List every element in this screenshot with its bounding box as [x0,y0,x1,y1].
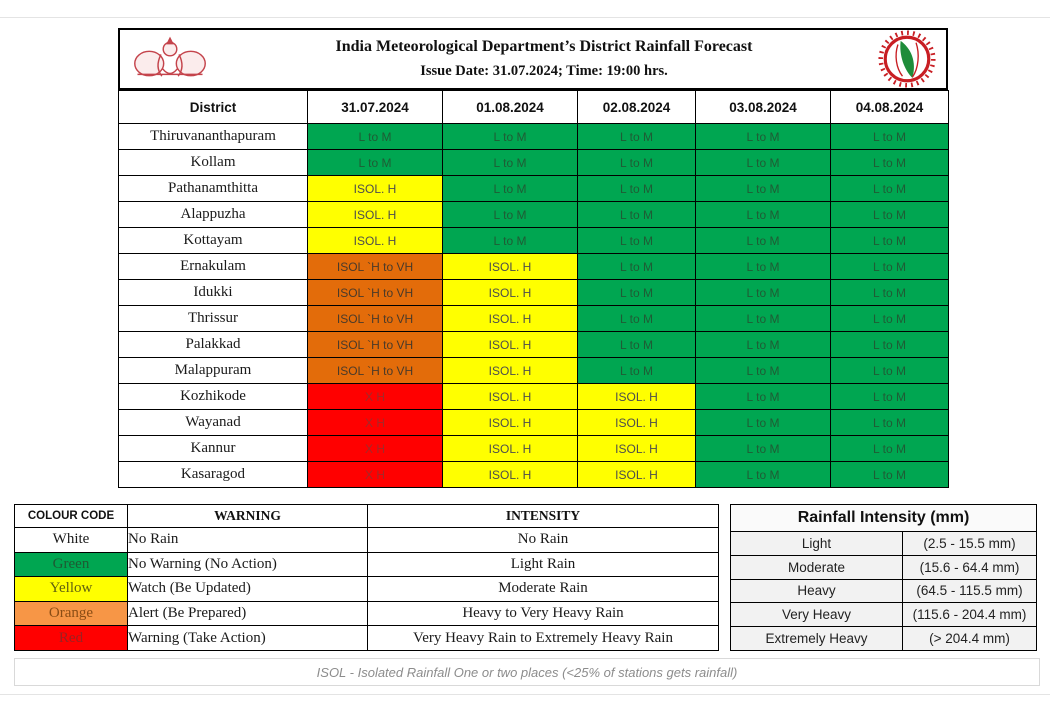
forecast-cell-yellow: ISOL. H [443,410,578,436]
district-name: Pathanamthitta [119,176,308,202]
intensity-row [731,555,1037,579]
intensity-label-cell: Heavy [731,579,903,603]
forecast-cell-green: L to M [831,280,949,306]
intensity-row [731,627,1037,651]
forecast-cell-green: L to M [696,280,831,306]
colour-swatch-cell: Green [15,552,128,577]
forecast-cell-green: L to M [308,150,443,176]
forecast-cell-green: L to M [696,462,831,488]
forecast-cell-red: X H [308,384,443,410]
forecast-cell-yellow: ISOL. H [578,410,696,436]
forecast-cell-green: L to M [831,306,949,332]
forecast-cell-green: L to M [578,202,696,228]
intensity-range-cell: (15.6 - 64.4 mm) [903,555,1037,579]
warning-cell: No Rain [128,528,368,553]
intensity-cell: No Rain [368,528,719,553]
forecast-cell-yellow: ISOL. H [578,436,696,462]
forecast-cell-yellow: ISOL. H [443,254,578,280]
forecast-cell-green: L to M [696,410,831,436]
legend-header-row [15,505,719,528]
forecast-cell-green: L to M [696,176,831,202]
forecast-cell-yellow: ISOL. H [578,384,696,410]
legend-row [15,577,719,602]
intensity-range-cell: (64.5 - 115.5 mm) [903,579,1037,603]
date-column-header: 03.08.2024 [696,91,831,124]
date-column-header: 31.07.2024 [308,91,443,124]
intensity-cell: Heavy to Very Heavy Rain [368,601,719,626]
forecast-cell-green: L to M [831,228,949,254]
forecast-cell-green: L to M [831,150,949,176]
intensity-table-body [731,532,1037,651]
forecast-cell-green: L to M [696,254,831,280]
forecast-row [119,384,949,410]
district-name: Alappuzha [119,202,308,228]
forecast-cell-green: L to M [831,462,949,488]
forecast-cell-green: L to M [578,280,696,306]
footer-note-box [14,658,1040,686]
forecast-cell-yellow: ISOL. H [308,228,443,254]
forecast-table-body [119,124,949,488]
forecast-row [119,254,949,280]
district-name: Kozhikode [119,384,308,410]
district-name: Idukki [119,280,308,306]
rainfall-intensity-title: Rainfall Intensity (mm) [731,505,1037,532]
forecast-cell-red: X H [308,410,443,436]
forecast-cell-red: X H [308,436,443,462]
warning-cell: No Warning (No Action) [128,552,368,577]
forecast-cell-green: L to M [696,332,831,358]
date-column-header: 02.08.2024 [578,91,696,124]
warning-cell: Alert (Be Prepared) [128,601,368,626]
district-name: Malappuram [119,358,308,384]
forecast-cell-green: L to M [578,332,696,358]
forecast-row [119,358,949,384]
kerala-state-emblem-icon [120,31,220,87]
colour-swatch-cell: White [15,528,128,553]
colour-code-legend-table [14,504,719,651]
forecast-row [119,124,949,150]
background-gridline [0,17,1050,18]
forecast-cell-green: L to M [831,384,949,410]
district-name: Kasaragod [119,462,308,488]
forecast-row [119,150,949,176]
intensity-label-cell: Light [731,532,903,556]
colour-code-header: COLOUR CODE [15,505,128,528]
intensity-cell: Moderate Rain [368,577,719,602]
forecast-cell-green: L to M [831,124,949,150]
legend-row [15,552,719,577]
forecast-cell-green: L to M [831,410,949,436]
intensity-label-cell: Extremely Heavy [731,627,903,651]
forecast-cell-green: L to M [443,150,578,176]
forecast-cell-green: L to M [443,228,578,254]
warning-cell: Warning (Take Action) [128,626,368,651]
forecast-table [118,90,949,488]
forecast-row [119,462,949,488]
district-name: Kollam [119,150,308,176]
forecast-cell-orange: ISOL `H to VH [308,280,443,306]
header-band [118,28,948,90]
forecast-cell-yellow: ISOL. H [443,306,578,332]
background-gridline [0,694,1050,695]
forecast-cell-green: L to M [443,124,578,150]
forecast-row [119,332,949,358]
intensity-range-cell: (2.5 - 15.5 mm) [903,532,1037,556]
legend-table-body [15,528,719,651]
forecast-cell-orange: ISOL `H to VH [308,358,443,384]
forecast-cell-orange: ISOL `H to VH [308,332,443,358]
forecast-cell-yellow: ISOL. H [308,176,443,202]
district-name: Kannur [119,436,308,462]
forecast-cell-green: L to M [578,228,696,254]
rainfall-intensity-table [730,504,1037,651]
colour-swatch-cell: Orange [15,601,128,626]
forecast-cell-green: L to M [831,176,949,202]
issue-date-line: Issue Date: 31.07.2024; Time: 19:00 hrs. [420,63,668,79]
forecast-cell-red: X H [308,462,443,488]
forecast-row [119,436,949,462]
forecast-row [119,410,949,436]
colour-swatch-cell: Yellow [15,577,128,602]
forecast-cell-yellow: ISOL. H [443,280,578,306]
forecast-cell-orange: ISOL `H to VH [308,254,443,280]
forecast-cell-green: L to M [831,332,949,358]
legend-row [15,626,719,651]
forecast-cell-green: L to M [443,202,578,228]
forecast-cell-green: L to M [696,306,831,332]
forecast-cell-green: L to M [696,358,831,384]
forecast-cell-green: L to M [831,202,949,228]
forecast-cell-green: L to M [696,150,831,176]
forecast-cell-green: L to M [696,384,831,410]
forecast-cell-green: L to M [696,436,831,462]
forecast-cell-orange: ISOL `H to VH [308,306,443,332]
district-name: Wayanad [119,410,308,436]
warning-header: WARNING [128,505,368,528]
forecast-cell-green: L to M [831,254,949,280]
intensity-range-cell: (115.6 - 204.4 mm) [903,603,1037,627]
forecast-row [119,228,949,254]
district-name: Ernakulam [119,254,308,280]
district-name: Thrissur [119,306,308,332]
forecast-cell-green: L to M [578,358,696,384]
forecast-cell-green: L to M [696,124,831,150]
forecast-cell-green: L to M [578,176,696,202]
forecast-cell-green: L to M [578,306,696,332]
forecast-cell-green: L to M [578,150,696,176]
forecast-cell-yellow: ISOL. H [443,462,578,488]
forecast-row [119,306,949,332]
intensity-row [731,579,1037,603]
intensity-row [731,532,1037,556]
forecast-cell-green: L to M [578,124,696,150]
colour-swatch-cell: Red [15,626,128,651]
forecast-cell-green: L to M [696,228,831,254]
forecast-cell-yellow: ISOL. H [443,358,578,384]
intensity-title-row [731,505,1037,532]
intensity-label-cell: Very Heavy [731,603,903,627]
header-titles [220,38,868,80]
intensity-cell: Very Heavy Rain to Extremely Heavy Rain [368,626,719,651]
forecast-cell-green: L to M [443,176,578,202]
forecast-cell-yellow: ISOL. H [308,202,443,228]
date-column-header: 01.08.2024 [443,91,578,124]
legend-row [15,528,719,553]
forecast-cell-yellow: ISOL. H [443,332,578,358]
forecast-header-row [119,91,949,124]
forecast-cell-green: L to M [578,254,696,280]
warning-cell: Watch (Be Updated) [128,577,368,602]
forecast-row [119,202,949,228]
forecast-cell-green: L to M [308,124,443,150]
forecast-row [119,280,949,306]
intensity-header: INTENSITY [368,505,719,528]
intensity-cell: Light Rain [368,552,719,577]
imd-logo-icon [868,30,946,88]
forecast-cell-yellow: ISOL. H [443,436,578,462]
intensity-row [731,603,1037,627]
district-column-header: District [119,91,308,124]
district-name: Kottayam [119,228,308,254]
date-column-header: 04.08.2024 [831,91,949,124]
page-title: India Meteorological Department’s District Rainfall Forecast [335,38,753,55]
legend-row [15,601,719,626]
forecast-cell-green: L to M [831,436,949,462]
intensity-range-cell: (> 204.4 mm) [903,627,1037,651]
district-name: Palakkad [119,332,308,358]
intensity-label-cell: Moderate [731,555,903,579]
forecast-cell-green: L to M [831,358,949,384]
isol-definition-note: ISOL - Isolated Rainfall One or two places (<25% of stations gets rainfall) [316,664,738,680]
forecast-cell-green: L to M [696,202,831,228]
forecast-cell-yellow: ISOL. H [578,462,696,488]
forecast-cell-yellow: ISOL. H [443,384,578,410]
district-name: Thiruvananthapuram [119,124,308,150]
forecast-row [119,176,949,202]
